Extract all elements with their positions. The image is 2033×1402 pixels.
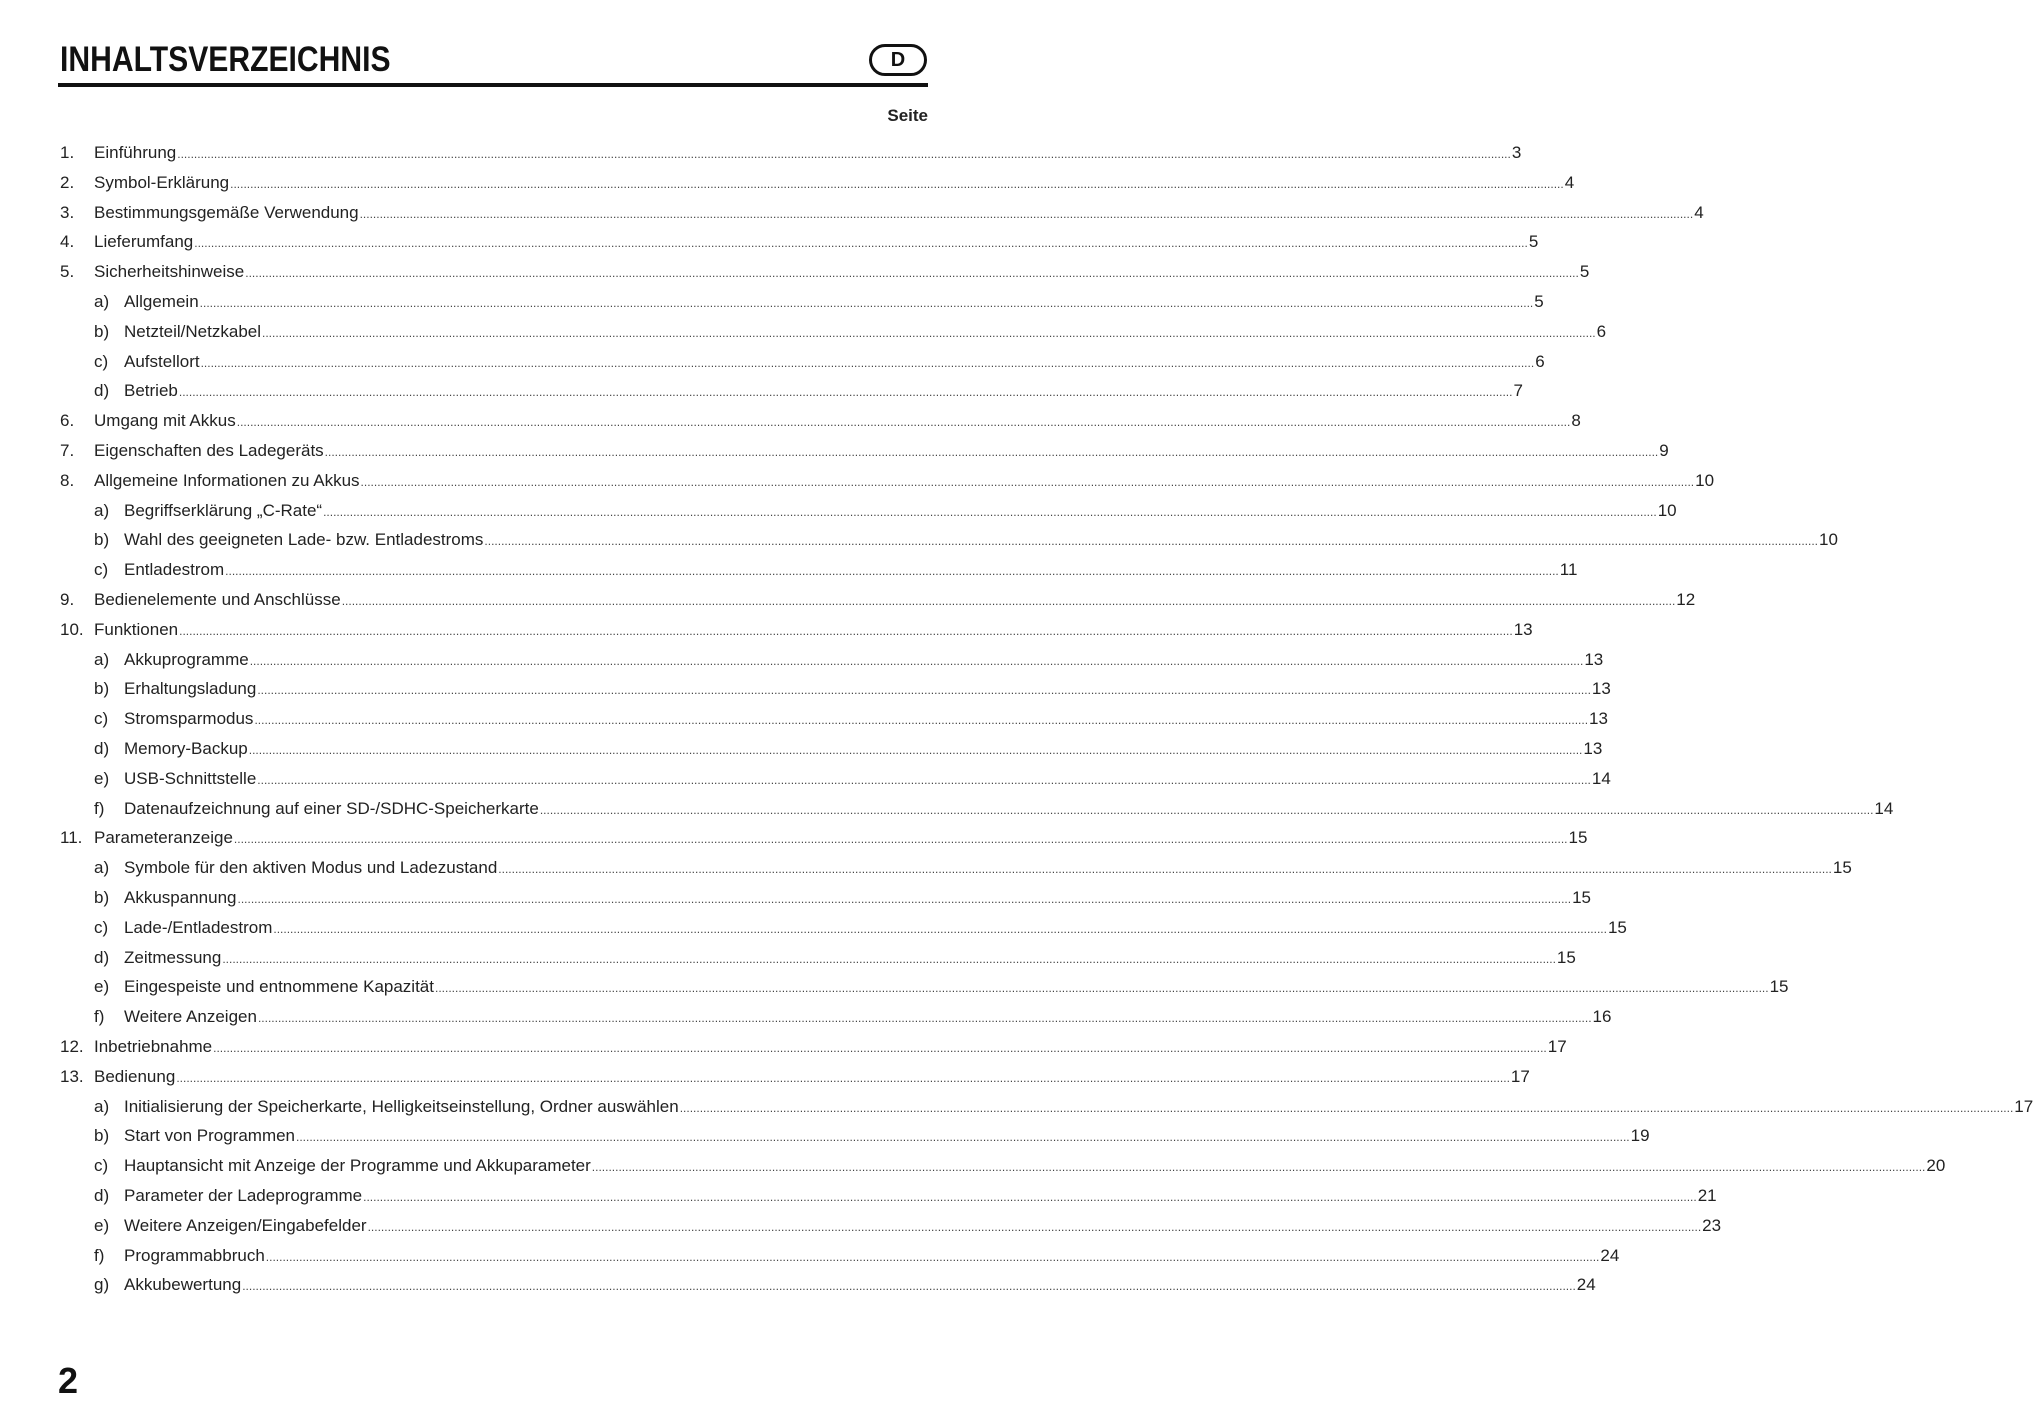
toc-dot-leader: ................................................................................................................................................................................................................................................................................................................................................................................................................ [248,743,1583,757]
toc-entry [0,707,1608,731]
toc-entry-page: 15 [1568,828,1588,848]
toc-dot-leader: ................................................................................................................................................................................................................................................................................................................................................................................................................ [262,325,1596,340]
toc-entry [0,1154,1946,1178]
toc-entry-label: Entladestrom [124,560,225,580]
toc-entry-page: 4 [1694,202,1704,222]
toc-dot-leader: ................................................................................................................................................................................................................................................................................................................................................................................................................ [249,653,1584,668]
toc-dot-leader: ................................................................................................................................................................................................................................................................................................................................................................................................................ [178,385,1513,400]
toc-entry-number: b) [94,1126,110,1146]
toc-entry-page: 17 [1547,1037,1567,1056]
toc-entry [0,648,1604,672]
toc-dot-leader: ................................................................................................................................................................................................................................................................................................................................................................................................................ [245,266,1579,281]
toc-entry [0,201,1704,225]
toc-entry-number: b) [94,530,110,550]
toc-dot-leader: ................................................................................................................................................................................................................................................................................................................................................................................................................ [324,445,1659,459]
toc-entry-line [94,171,1575,196]
toc-entry-page: 10 [1695,470,1715,490]
toc-entry-number: c) [94,709,109,729]
toc-entry-page: 13 [1583,739,1603,758]
toc-dot-leader: ................................................................................................................................................................................................................................................................................................................................................................................................................ [237,892,1572,906]
toc-dot-leader: ................................................................................................................................................................................................................................................................................................................................................................................................................ [257,683,1591,698]
toc-dot-leader: ................................................................................................................................................................................................................................................................................................................................................................................................................ [257,772,1591,787]
toc-entry-label: Akkuspannung [124,888,237,907]
toc-entry-line [124,1154,1946,1179]
toc-entry-page: 23 [1702,1215,1722,1235]
toc-entry [0,1124,1650,1148]
toc-entry [0,558,1578,582]
toc-entry-page: 10 [1819,530,1838,550]
toc-dot-leader: ................................................................................................................................................................................................................................................................................................................................................................................................................ [341,594,1676,608]
toc-entry-number: a) [94,858,110,878]
toc-entry-label: Allgemein [124,292,199,311]
toc-entry-label: Stromsparmodus [124,709,254,729]
toc-dot-leader: ................................................................................................................................................................................................................................................................................................................................................................................................................ [273,921,1607,936]
toc-entry-line [94,618,1533,643]
toc-dot-leader: ................................................................................................................................................................................................................................................................................................................................................................................................................ [222,951,1556,966]
toc-entry-number: b) [94,888,110,907]
toc-entry-line [124,767,1611,792]
toc-entry-page: 21 [1697,1186,1717,1205]
toc-entry [0,588,1696,612]
toc-entry-number: 4. [60,232,75,252]
toc-entry-number: e) [94,768,110,788]
toc-entry-number: e) [94,977,110,997]
toc-entry-number: 6. [60,411,75,431]
toc-entry-label: Allgemeine Informationen zu Akkus [94,470,360,490]
toc-entry-line [124,648,1604,673]
toc-entry-page: 13 [1513,619,1533,639]
toc-entry-page: 4 [1564,172,1575,192]
toc-entry-label: Lade-/Entladestrom [124,917,273,937]
toc-entry-label: Memory-Backup [124,739,248,758]
toc-entry-page: 15 [1556,947,1576,967]
toc-entry [0,1214,1722,1238]
toc-dot-leader: ................................................................................................................................................................................................................................................................................................................................................................................................................ [363,1190,1697,1204]
toc-entry [0,618,1533,642]
toc-entry-label: Weitere Anzeigen [124,1007,257,1027]
toc-entry [0,1184,1717,1208]
toc-entry-number: b) [94,321,110,341]
toc-entry-page: 13 [1589,709,1608,729]
toc-entry-number: 2. [60,172,75,192]
toc-dot-leader: ................................................................................................................................................................................................................................................................................................................................................................................................................ [539,802,1874,817]
toc-entry-page: 15 [1572,888,1591,907]
toc-entry-line [124,1244,1620,1269]
toc-entry [0,290,1544,314]
toc-entry-number: c) [94,1156,109,1176]
toc-entry-number: e) [94,1215,110,1235]
toc-entry-number: d) [94,739,110,758]
toc-entry-page: 24 [1600,1245,1620,1265]
page-number: 2 [58,1360,79,1401]
toc-entry [0,409,1581,433]
toc-entry-line [94,260,1590,285]
toc-entry-label: Aufstellort [124,351,200,371]
toc-entry-line [94,469,1715,494]
toc-entry [0,439,1669,463]
page-title: INHALTSVERZEICHNIS [60,40,391,79]
toc-entry [0,1005,1612,1029]
toc-entry [0,975,1789,999]
toc-entry-number: 11. [60,828,83,848]
toc-entry [0,916,1627,940]
toc-entry-label: Sicherheitshinweise [94,262,245,282]
toc-dot-leader: ................................................................................................................................................................................................................................................................................................................................................................................................................ [236,415,1571,430]
toc-entry-page: 13 [1591,679,1611,699]
toc-entry-number: f) [94,798,105,818]
toc-dot-leader: ................................................................................................................................................................................................................................................................................................................................................................................................................ [199,296,1534,310]
toc-entry-label: Datenaufzeichnung auf einer SD-/SDHC-Speicherkarte [124,798,539,818]
toc-dot-leader: ................................................................................................................................................................................................................................................................................................................................................................................................................ [254,713,1589,728]
toc-dot-leader: ................................................................................................................................................................................................................................................................................................................................................................................................................ [179,623,1513,638]
toc-entry-label: Funktionen [94,619,179,639]
toc-dot-leader: ................................................................................................................................................................................................................................................................................................................................................................................................................ [296,1130,1630,1145]
toc-entry-label: Zeitmessung [124,947,222,967]
toc-entry-line [124,707,1608,732]
toc-dot-leader: ................................................................................................................................................................................................................................................................................................................................................................................................................ [257,1011,1592,1026]
toc-entry-line [94,1035,1567,1060]
toc-entry [0,946,1576,970]
toc-entry-label: Bedienung [94,1066,176,1086]
toc-entry-page: 15 [1769,977,1789,997]
toc-entry-page: 5 [1534,292,1544,311]
toc-dot-leader: ................................................................................................................................................................................................................................................................................................................................................................................................................ [176,1070,1510,1085]
toc-entry-label: Eingespeiste und entnommene Kapazität [124,977,434,997]
toc-entry [0,677,1611,701]
toc-entry-line [124,528,1838,553]
toc-entry-page: 13 [1584,649,1604,669]
toc-entry [0,826,1588,850]
toc-entry-number: 12. [60,1037,84,1056]
toc-entry [0,171,1575,195]
toc-entry-number: 3. [60,202,75,222]
toc-entry-number: c) [94,917,109,937]
toc-entry-label: Programmabbruch [124,1245,265,1265]
toc-entry-number: d) [94,947,110,967]
toc-entry-page: 3 [1511,143,1522,162]
toc-entry-label: Initialisierung der Speicherkarte, Helligkeitseinstellung, Ordner auswählen [124,1096,679,1116]
toc-entry-page: 8 [1571,411,1581,431]
toc-entry-page: 24 [1576,1275,1596,1295]
toc-entry-line [94,439,1669,464]
toc-entry [0,856,1852,880]
toc-entry-label: Erhaltungsladung [124,679,257,699]
toc-entry-line [124,677,1611,702]
toc-entry [0,499,1677,523]
title-rule [58,83,928,87]
toc-entry [0,379,1523,403]
toc-entry-page: 9 [1659,441,1669,460]
toc-dot-leader: ................................................................................................................................................................................................................................................................................................................................................................................................................ [498,862,1832,877]
toc-entry-label: Eigenschaften des Ladegeräts [94,441,324,460]
toc-entry-label: Umgang mit Akkus [94,411,236,431]
toc-entry-number: d) [94,381,110,401]
language-badge-label: D [890,48,906,71]
toc-entry [0,1065,1530,1089]
toc-entry-page: 5 [1528,232,1539,252]
toc-entry-label: Start von Programmen [124,1126,296,1146]
toc-entry-line [94,141,1522,166]
toc-entry [0,797,1894,821]
toc-entry-line [94,1065,1530,1090]
page-column-header: Seite [887,106,928,125]
toc-entry-line [94,201,1704,226]
toc-entry-label: Betrieb [124,381,178,401]
toc-entry-number: f) [94,1245,105,1265]
toc-dot-leader: ................................................................................................................................................................................................................................................................................................................................................................................................................ [233,832,1568,847]
toc-entry-page: 12 [1676,590,1696,609]
toc-entry-line [124,1005,1612,1030]
toc-entry-number: f) [94,1007,105,1027]
toc-dot-leader: ................................................................................................................................................................................................................................................................................................................................................................................................................ [484,534,1819,549]
toc-dot-leader: ................................................................................................................................................................................................................................................................................................................................................................................................................ [360,474,1695,489]
toc-dot-leader: ................................................................................................................................................................................................................................................................................................................................................................................................................ [225,564,1559,579]
toc-entry-line [124,558,1578,583]
toc-entry-line [124,886,1591,911]
toc-entry-label: Hauptansicht mit Anzeige der Programme und Akkuparameter [124,1156,591,1176]
toc-entry-page: 15 [1832,858,1852,878]
toc-entry-page: 10 [1657,500,1677,520]
toc-entry [0,141,1522,165]
toc-entry [0,260,1590,284]
toc-dot-leader: ................................................................................................................................................................................................................................................................................................................................................................................................................ [194,236,1528,251]
toc-entry-page: 6 [1596,321,1607,341]
toc-entry-line [124,1124,1650,1149]
toc-entry-page: 11 [1559,560,1578,580]
toc-entry-number: 7. [60,441,75,460]
toc-entry-page: 7 [1513,381,1523,401]
toc-entry-page: 5 [1579,262,1590,282]
toc-entry-number: c) [94,351,109,371]
toc-entry-page: 6 [1535,351,1545,371]
toc-dot-leader: ................................................................................................................................................................................................................................................................................................................................................................................................................ [679,1100,2014,1115]
toc-entry-label: USB-Schnittstelle [124,768,257,788]
toc-entry-number: b) [94,679,110,699]
toc-entry [0,1035,1567,1059]
toc-entry-line [124,350,1545,375]
toc-entry-page: 16 [1592,1007,1612,1027]
toc-entry-line [124,1184,1717,1209]
toc-entry-page: 17 [1510,1066,1530,1086]
toc-entry-label: Akkubewertung [124,1275,242,1295]
toc-entry [0,528,1838,552]
toc-entry-line [124,499,1677,524]
toc-dot-leader: ................................................................................................................................................................................................................................................................................................................................................................................................................ [213,1041,1547,1055]
toc-entry-label: Parameter der Ladeprogramme [124,1186,363,1205]
toc-entry [0,737,1603,761]
toc-dot-leader: ................................................................................................................................................................................................................................................................................................................................................................................................................ [242,1279,1576,1294]
toc-dot-leader: ................................................................................................................................................................................................................................................................................................................................................................................................................ [434,981,1769,996]
toc-dot-leader: ................................................................................................................................................................................................................................................................................................................................................................................................................ [359,206,1694,221]
toc-entry-number: a) [94,649,110,669]
toc-entry-number: 9. [60,590,75,609]
toc-entry [0,767,1611,791]
toc-dot-leader: ................................................................................................................................................................................................................................................................................................................................................................................................................ [323,504,1657,519]
toc-entry-line [124,1273,1596,1298]
toc-entry-line [124,1214,1722,1239]
toc-entry [0,1244,1620,1268]
toc-entry-number: d) [94,1186,110,1205]
toc-entry-label: Inbetriebnahme [94,1037,213,1056]
toc-dot-leader: ................................................................................................................................................................................................................................................................................................................................................................................................................ [177,147,1511,161]
toc-entry-label: Symbol-Erklärung [94,172,230,192]
toc-entry-page: 19 [1630,1126,1650,1146]
toc-dot-leader: ................................................................................................................................................................................................................................................................................................................................................................................................................ [265,1249,1600,1264]
toc-entry-line [94,230,1539,255]
toc-entry-label: Akkuprogramme [124,649,249,669]
toc-entry-number: c) [94,560,109,580]
toc-entry-line [124,797,1894,822]
toc-entry [0,1095,2033,1119]
toc-entry-label: Parameteranzeige [94,828,233,848]
toc-entry-line [124,737,1603,762]
toc-entry-number: a) [94,1096,110,1116]
toc-entry-line [124,290,1544,315]
toc-entry-label: Wahl des geeigneten Lade- bzw. Entladestroms [124,530,484,550]
toc-entry-number: 1. [60,143,75,162]
toc-entry-number: g) [94,1275,110,1295]
toc-entry-label: Bestimmungsgemäße Verwendung [94,202,359,222]
toc-entry-line [124,320,1607,345]
toc-entry-line [124,1095,2033,1120]
toc-entry-page: 17 [2014,1096,2033,1116]
toc-entry-label: Netzteil/Netzkabel [124,321,262,341]
toc-entry-number: 5. [60,262,75,282]
toc-entry-label: Weitere Anzeigen/Eingabefelder [124,1215,367,1235]
toc-entry [0,1273,1596,1297]
toc-entry-page: 20 [1926,1156,1946,1176]
toc-entry-label: Lieferumfang [94,232,194,252]
toc-entry-number: 13. [60,1066,84,1086]
toc-entry-line [94,409,1581,434]
toc-entry-line [94,588,1696,613]
toc-entry-number: a) [94,292,110,311]
toc-entry [0,350,1545,374]
toc-entry [0,230,1539,254]
toc-entry [0,469,1715,493]
toc-dot-leader: ................................................................................................................................................................................................................................................................................................................................................................................................................ [200,355,1535,370]
toc-entry-line [124,946,1576,971]
language-badge [869,44,927,76]
toc-entry-page: 14 [1874,798,1894,818]
toc-entry-line [124,916,1627,941]
toc-entry-line [124,856,1852,881]
toc-entry-label: Begriffserklärung „C-Rate“ [124,500,323,520]
toc-entry-line [124,379,1523,404]
toc-entry-number: 10. [60,619,84,639]
toc-dot-leader: ................................................................................................................................................................................................................................................................................................................................................................................................................ [591,1160,1926,1175]
toc-entry-label: Einführung [94,143,177,162]
toc-entry-page: 14 [1591,768,1611,788]
toc-entry [0,320,1607,344]
toc-entry-page: 15 [1607,917,1627,937]
toc-entry-number: 8. [60,470,75,490]
toc-entry-label: Bedienelemente und Anschlüsse [94,590,341,609]
toc-entry [0,886,1591,910]
toc-entry-label: Symbole für den aktiven Modus und Ladezustand [124,858,498,878]
toc-entry-line [124,975,1789,1000]
toc-entry-line [94,826,1588,851]
toc-dot-leader: ................................................................................................................................................................................................................................................................................................................................................................................................................ [367,1219,1702,1234]
toc-dot-leader: ................................................................................................................................................................................................................................................................................................................................................................................................................ [230,176,1564,191]
toc-entry-number: a) [94,500,110,520]
